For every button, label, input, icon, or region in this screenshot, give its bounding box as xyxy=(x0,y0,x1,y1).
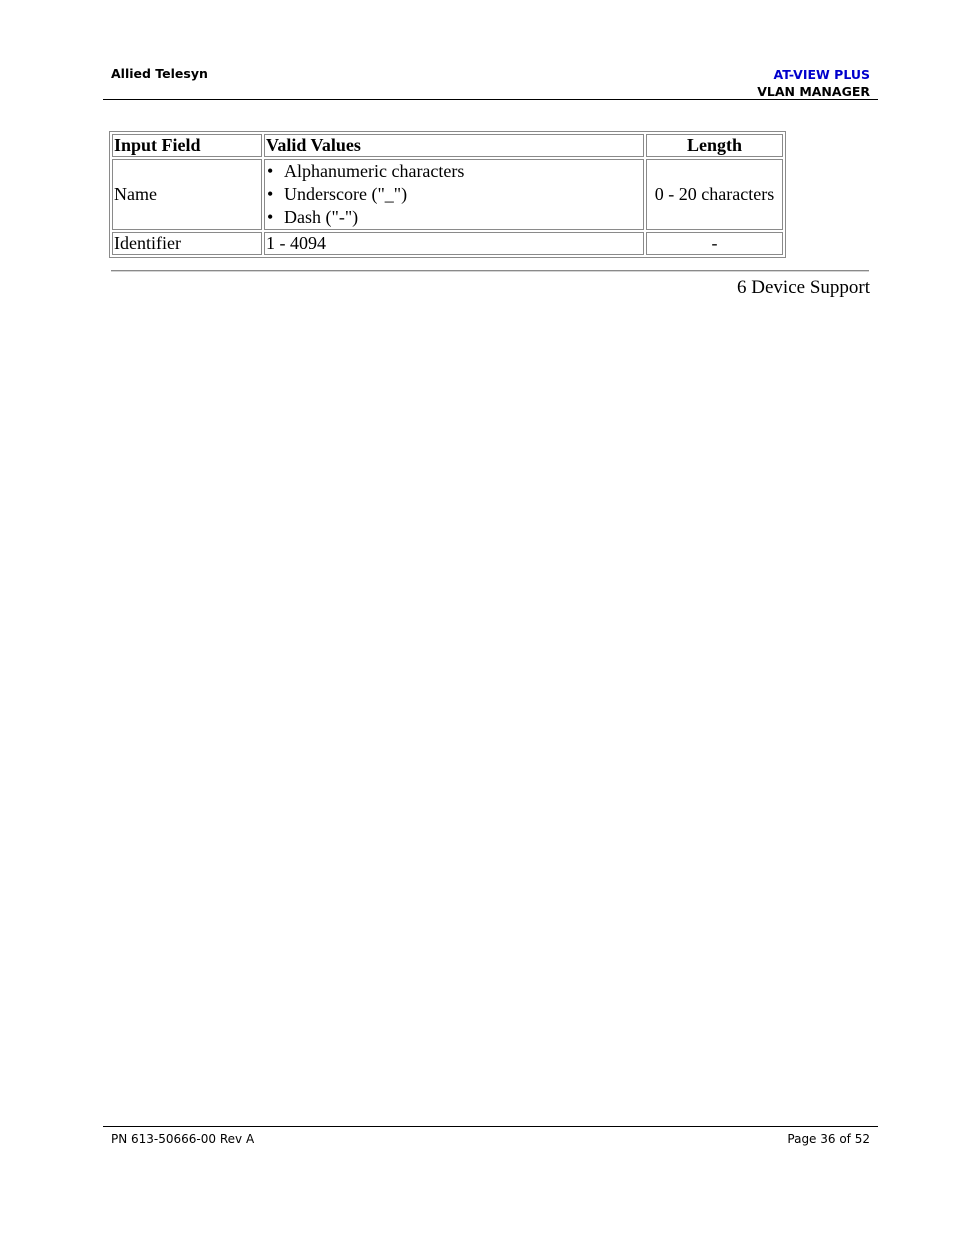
list-item xyxy=(266,206,642,229)
column-header-length: Length xyxy=(646,134,783,157)
column-header-valid-values: Valid Values xyxy=(264,134,644,157)
cell-valid-values: 1 - 4094 xyxy=(264,232,644,255)
section-heading: 6 Device Support xyxy=(737,277,870,298)
list-item-text: Alphanumeric characters xyxy=(284,161,465,181)
column-header-input-field: Input Field xyxy=(112,134,262,157)
list-item xyxy=(266,183,642,206)
cell-length: 0 - 20 characters xyxy=(646,159,783,230)
cell-length: - xyxy=(646,232,783,255)
footer-divider xyxy=(103,1126,878,1127)
bullet-icon: • xyxy=(267,161,274,181)
cell-field-identifier: Identifier xyxy=(112,232,262,255)
table-header-row xyxy=(112,134,783,157)
valid-values-list xyxy=(266,160,642,229)
header-company: Allied Telesyn xyxy=(111,66,208,81)
cell-field-name: Name xyxy=(112,159,262,230)
section-divider xyxy=(111,270,869,272)
bullet-icon: • xyxy=(267,207,274,227)
table-row xyxy=(112,232,783,255)
cell-valid-values xyxy=(264,159,644,230)
bullet-icon: • xyxy=(267,184,274,204)
list-item-text: Dash ("-") xyxy=(284,207,359,227)
input-fields-table xyxy=(109,131,786,258)
footer-part-number: PN 613-50666-00 Rev A xyxy=(111,1132,255,1146)
header-product-block xyxy=(757,66,870,100)
header-divider xyxy=(103,99,878,100)
header-product: AT-VIEW PLUS xyxy=(773,67,870,82)
header-module: VLAN MANAGER xyxy=(757,84,870,99)
list-item xyxy=(266,160,642,183)
footer-page-number: Page 36 of 52 xyxy=(787,1132,870,1146)
list-item-text: Underscore ("_") xyxy=(284,184,408,204)
table-row xyxy=(112,159,783,230)
